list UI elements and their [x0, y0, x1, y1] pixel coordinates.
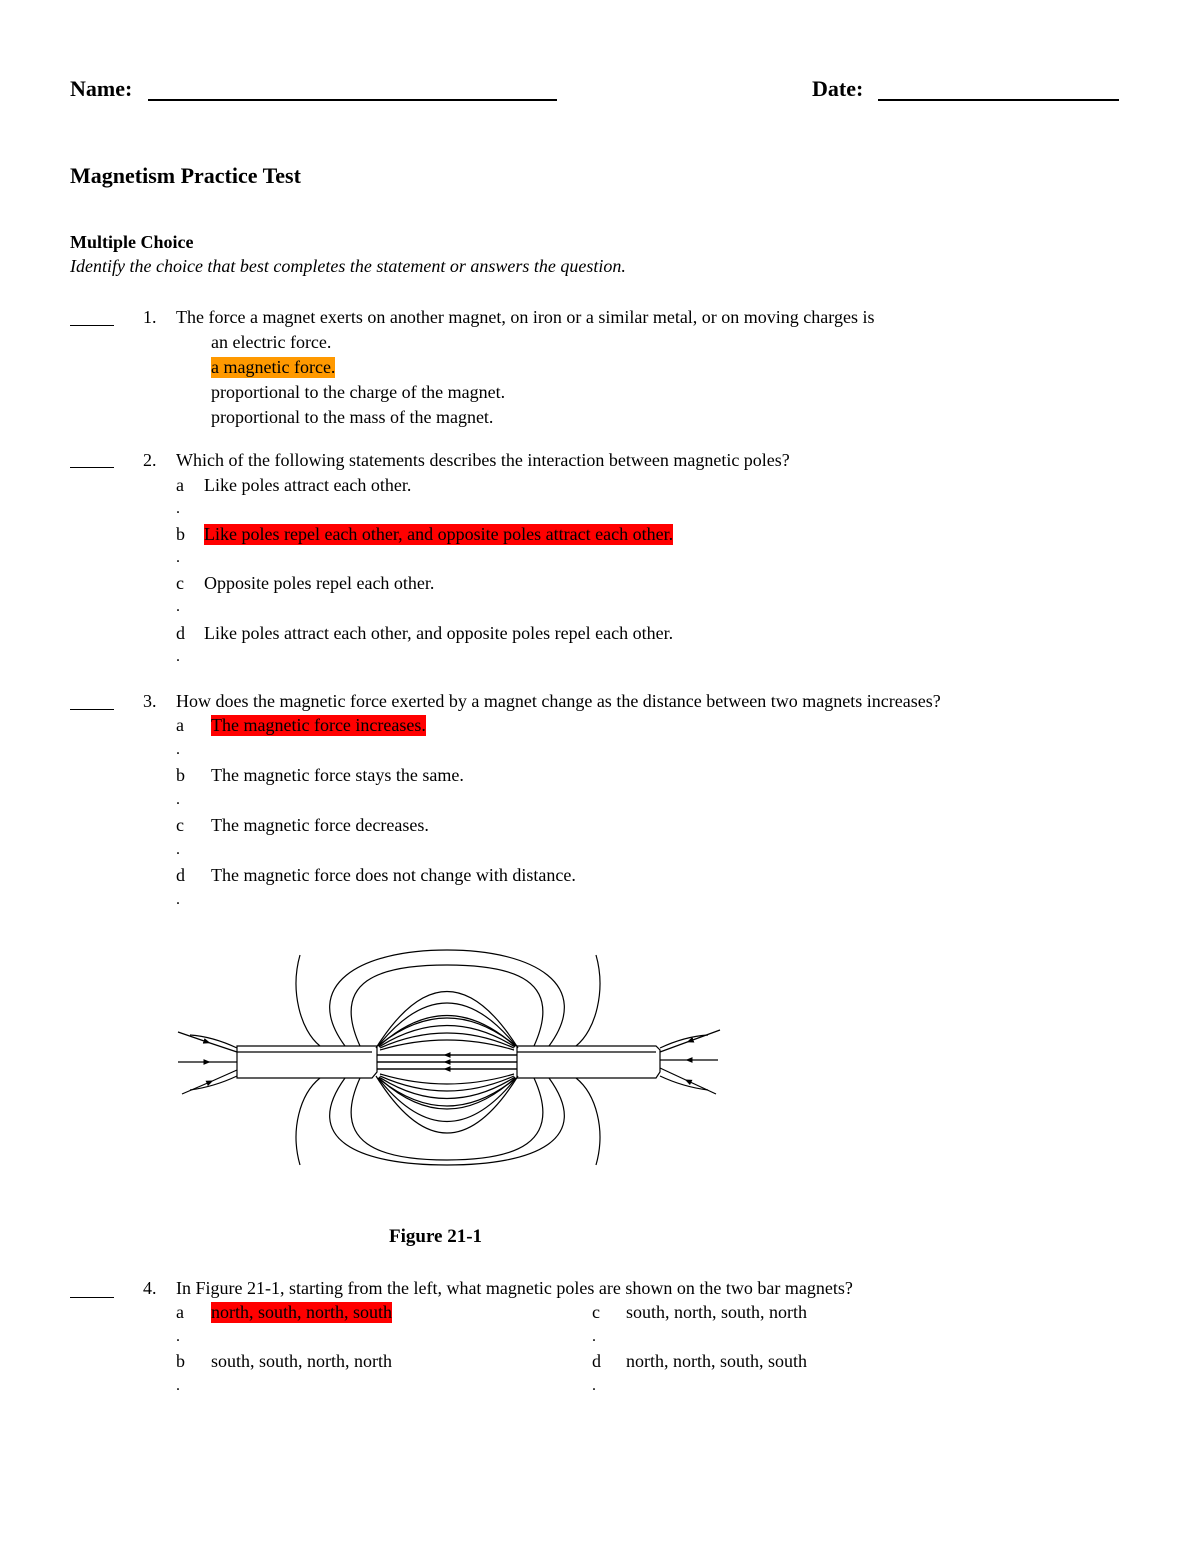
question-number: 3.	[143, 691, 157, 711]
bar-magnet-right	[517, 1046, 660, 1078]
choice-text[interactable]: Like poles attract each other, and opposite poles repel each other.	[204, 623, 674, 643]
choice-text[interactable]: south, north, south, north	[626, 1302, 808, 1322]
choice-period: .	[176, 791, 180, 808]
choice-text[interactable]: south, south, north, north	[211, 1351, 393, 1371]
choice-letter: b	[176, 1351, 185, 1371]
answer-blank-3[interactable]	[70, 709, 114, 710]
choice-text[interactable]: Like poles attract each other.	[204, 475, 412, 495]
choice-period: .	[176, 500, 180, 517]
answer-blank-1[interactable]	[70, 325, 114, 326]
question-text: How does the magnetic force exerted by a magnet change as the distance between two magnets increases?	[176, 691, 941, 711]
question-number: 1.	[143, 307, 157, 327]
name-field[interactable]	[148, 99, 557, 101]
choice-text[interactable]: proportional to the mass of the magnet.	[211, 407, 494, 427]
page-title: Magnetism Practice Test	[70, 163, 301, 188]
choice-text[interactable]: The magnetic force does not change with distance.	[211, 865, 576, 885]
choice-letter: c	[176, 573, 184, 593]
name-label: Name:	[70, 76, 133, 101]
choice-letter: a	[176, 1302, 184, 1322]
choice-period: .	[176, 648, 180, 665]
choice-period: .	[176, 841, 180, 858]
choice-letter: d	[176, 623, 185, 643]
choice-period: .	[176, 891, 180, 908]
choice-letter: d	[592, 1351, 601, 1371]
choice-text-highlighted[interactable]: north, south, north, south	[211, 1302, 393, 1322]
choice-period: .	[176, 1377, 180, 1394]
question-number: 2.	[143, 450, 157, 470]
choice-letter: b	[176, 765, 185, 785]
section-instructions: Identify the choice that best completes the statement or answers the question.	[70, 256, 626, 276]
choice-text[interactable]: proportional to the charge of the magnet.	[211, 382, 506, 402]
question-text: Which of the following statements describes the interaction between magnetic poles?	[176, 450, 790, 470]
choice-period: .	[592, 1377, 596, 1394]
date-label: Date:	[812, 76, 864, 101]
magnet-field-figure	[176, 945, 724, 1170]
question-text: The force a magnet exerts on another magnet, on iron or a similar metal, or on moving charges is	[176, 307, 875, 327]
choice-text-highlighted[interactable]: The magnetic force increases.	[211, 715, 426, 735]
choice-letter: a	[176, 475, 184, 495]
choice-letter: c	[176, 815, 184, 835]
figure-caption: Figure 21-1	[389, 1226, 483, 1247]
choice-text[interactable]: an electric force.	[211, 332, 332, 352]
section-heading: Multiple Choice	[70, 232, 194, 252]
bar-magnet-left	[237, 1046, 377, 1078]
choice-letter: a	[176, 715, 184, 735]
choice-text[interactable]: Opposite poles repel each other.	[204, 573, 435, 593]
choice-letter: d	[176, 865, 185, 885]
choice-text-highlighted[interactable]: Like poles repel each other, and opposite poles attract each other.	[204, 524, 674, 544]
choice-period: .	[176, 741, 180, 758]
choice-period: .	[176, 598, 180, 615]
date-field[interactable]	[878, 99, 1119, 101]
choice-period: .	[176, 1328, 180, 1345]
choice-text[interactable]: The magnetic force decreases.	[211, 815, 429, 835]
question-number: 4.	[143, 1278, 157, 1298]
answer-blank-2[interactable]	[70, 467, 114, 468]
answer-blank-4[interactable]	[70, 1297, 114, 1298]
choice-text[interactable]: north, north, south, south	[626, 1351, 808, 1371]
choice-period: .	[176, 549, 180, 566]
choice-period: .	[592, 1328, 596, 1345]
choice-letter: b	[176, 524, 185, 544]
choice-letter: c	[592, 1302, 600, 1322]
question-text: In Figure 21-1, starting from the left, what magnetic poles are shown on the two bar magnets?	[176, 1278, 853, 1298]
choice-text[interactable]: The magnetic force stays the same.	[211, 765, 464, 785]
choice-text-highlighted[interactable]: a magnetic force.	[211, 357, 336, 377]
